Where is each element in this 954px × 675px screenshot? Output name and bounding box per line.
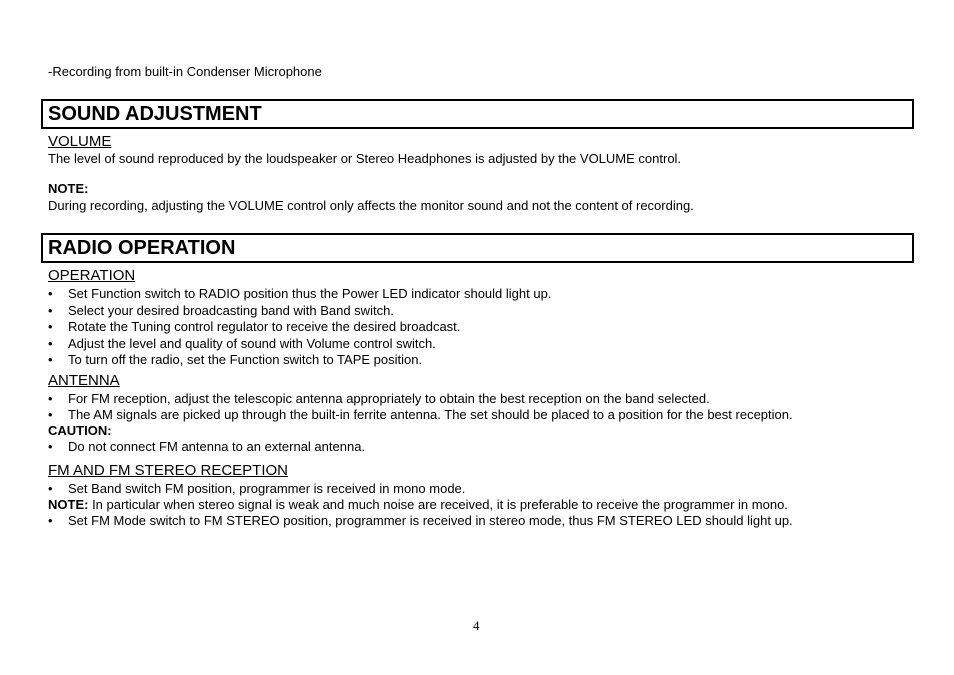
- bullet-icon: •: [48, 352, 53, 367]
- bullet-icon: •: [48, 439, 53, 454]
- list-item: Rotate the Tuning control regulator to receive the desired broadcast.: [68, 319, 461, 334]
- fm-note: [48, 497, 788, 513]
- antenna-heading: ANTENNA: [48, 372, 120, 389]
- bullet-icon: •: [48, 513, 53, 528]
- bullet-icon: •: [48, 286, 53, 301]
- page-number: 4: [473, 618, 480, 633]
- fm-note-text: In particular when stereo signal is weak and much noise are received, it is preferable to receive the programmer in mono.: [88, 497, 788, 512]
- intro-line: -Recording from built-in Condenser Microphone: [48, 64, 322, 79]
- bullet-icon: •: [48, 481, 53, 496]
- list-item: Do not connect FM antenna to an external antenna.: [68, 439, 366, 454]
- bullet-icon: •: [48, 407, 53, 422]
- bullet-icon: •: [48, 319, 53, 334]
- list-item: Set FM Mode switch to FM STEREO position, programmer is received in stereo mode, thus FM STEREO LED should light up.: [68, 513, 793, 528]
- sound-adjustment-title: SOUND ADJUSTMENT: [48, 103, 262, 125]
- sound-adjustment-header: [41, 99, 914, 129]
- bullet-icon: •: [48, 336, 53, 351]
- list-item: Adjust the level and quality of sound with Volume control switch.: [68, 336, 436, 351]
- volume-text: The level of sound reproduced by the loudspeaker or Stereo Headphones is adjusted by the VOLUME control.: [48, 151, 682, 166]
- list-item: Select your desired broadcasting band with Band switch.: [68, 303, 394, 318]
- volume-heading: VOLUME: [48, 133, 112, 150]
- list-item: Set Function switch to RADIO position thus the Power LED indicator should light up.: [68, 286, 552, 301]
- fm-stereo-heading: FM AND FM STEREO RECEPTION: [48, 462, 289, 479]
- operation-heading: OPERATION: [48, 267, 136, 284]
- list-item: Set Band switch FM position, programmer is received in mono mode.: [68, 481, 466, 496]
- list-item: To turn off the radio, set the Function switch to TAPE position.: [68, 352, 423, 367]
- radio-operation-title: RADIO OPERATION: [48, 237, 236, 259]
- bullet-icon: •: [48, 303, 53, 318]
- list-item: The AM signals are picked up through the built-in ferrite antenna. The set should be placed to a position for the best reception.: [68, 407, 793, 422]
- list-item: For FM reception, adjust the telescopic antenna appropriately to obtain the best reception on the band selected.: [68, 391, 710, 406]
- fm-note-label: NOTE:: [48, 497, 89, 512]
- radio-operation-header: [41, 233, 914, 263]
- note-text: During recording, adjusting the VOLUME control only affects the monitor sound and not the content of recording.: [48, 198, 694, 213]
- note-label: NOTE:: [48, 181, 89, 196]
- caution-label: CAUTION:: [48, 423, 112, 438]
- bullet-icon: •: [48, 391, 53, 406]
